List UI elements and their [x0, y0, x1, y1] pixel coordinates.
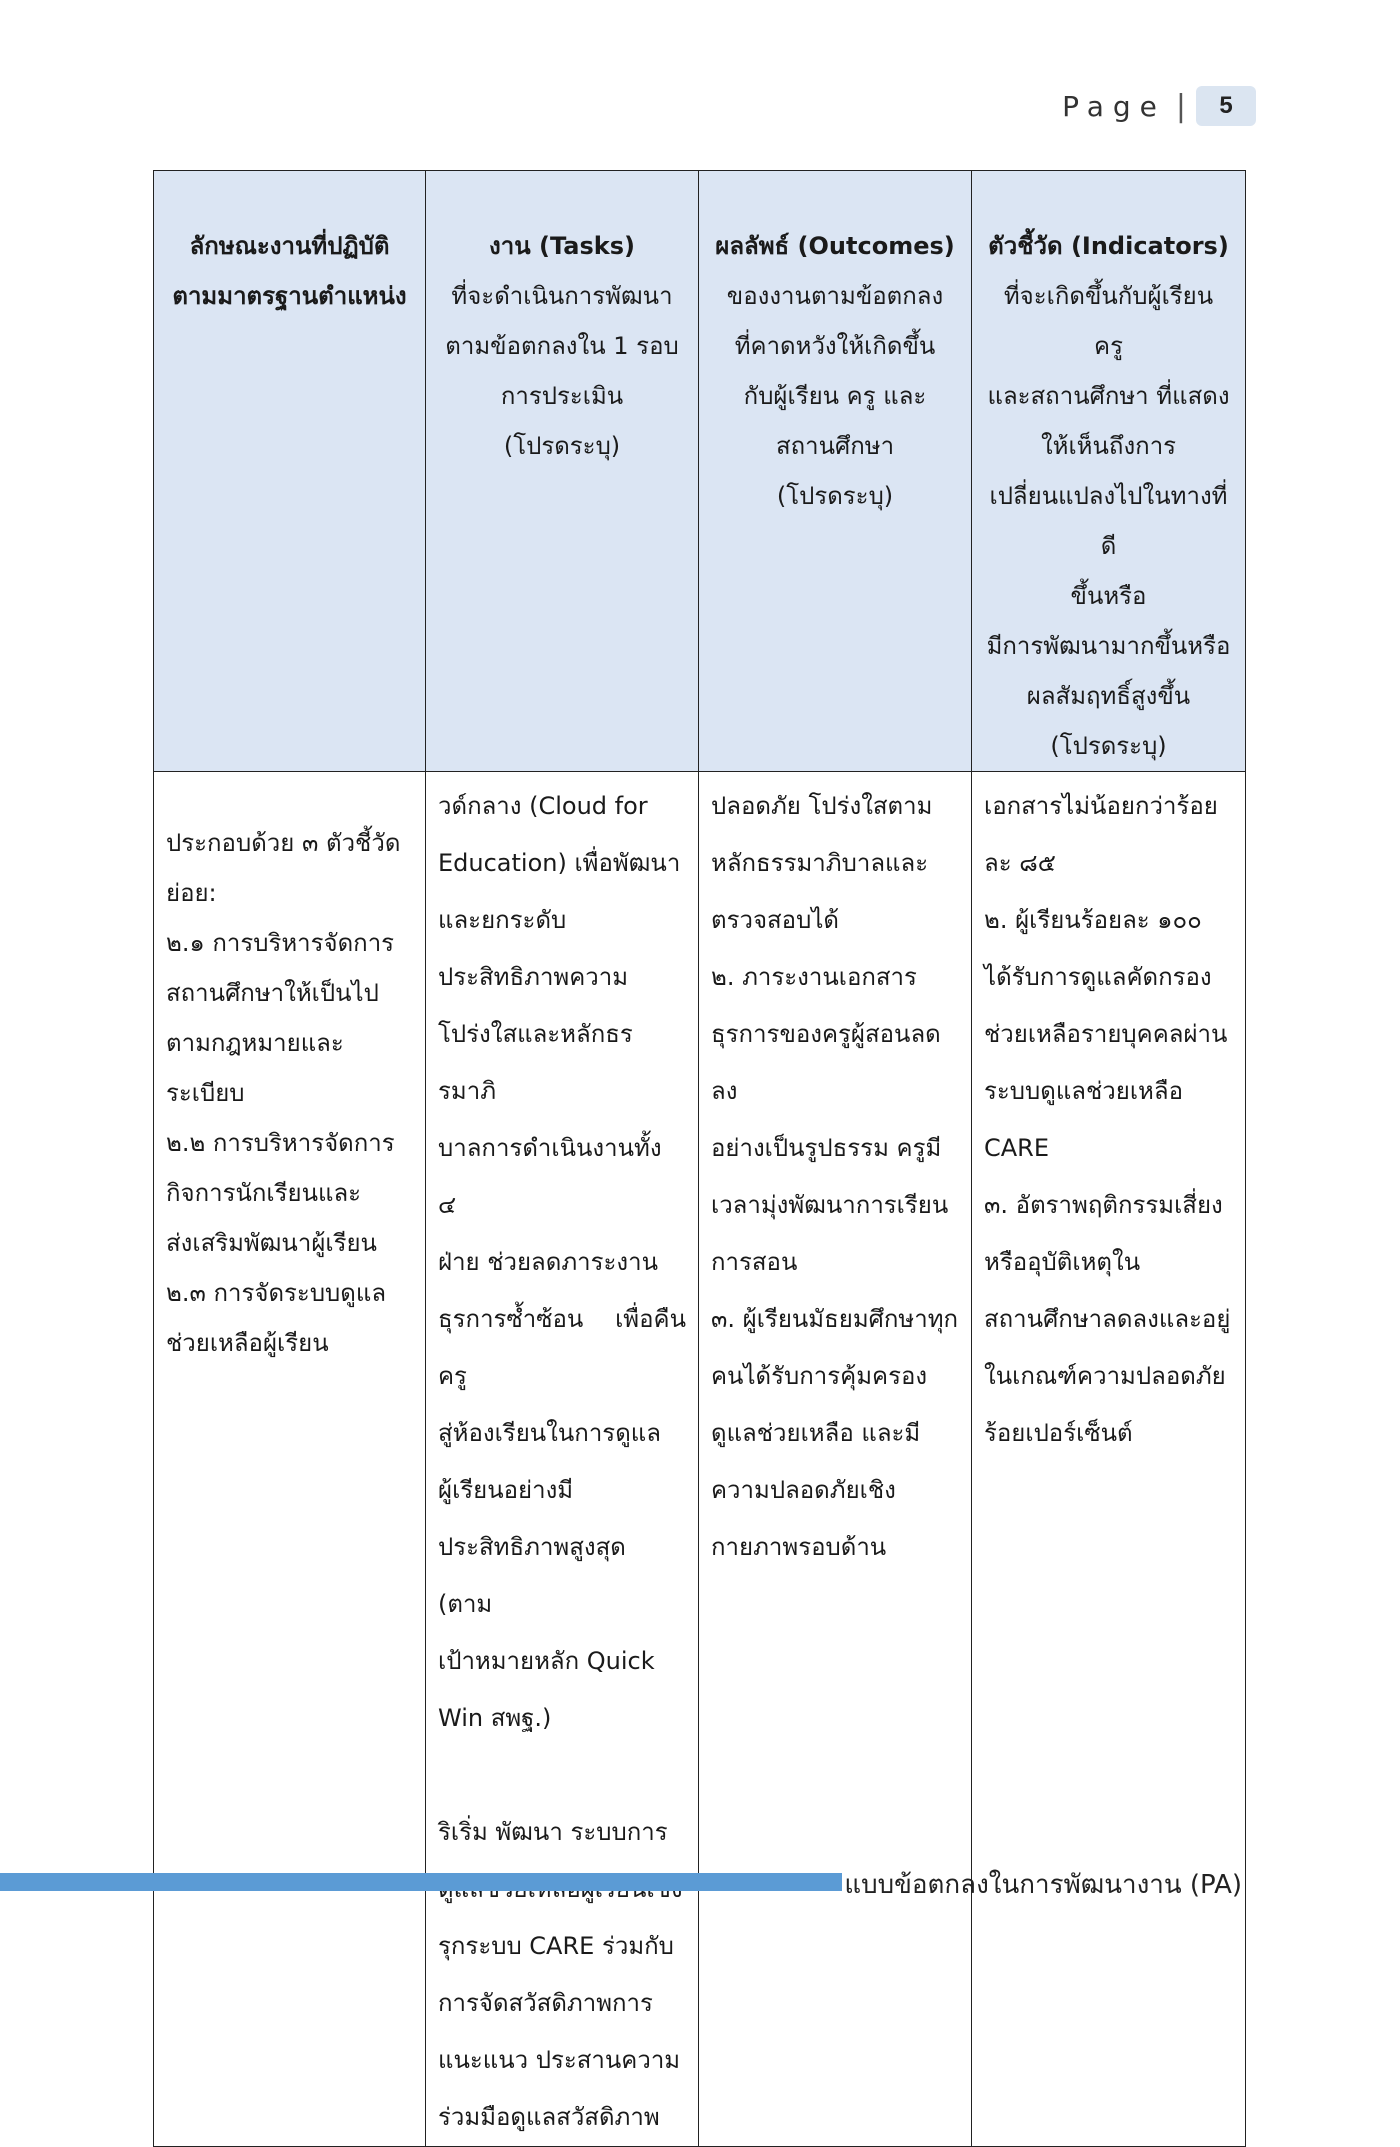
header-line: มีการพัฒนามากขึ้นหรือ [986, 632, 1231, 660]
header-line: ตามข้อตกลงใน 1 รอบ [445, 332, 679, 360]
cell-line: สู่ห้องเรียนในการดูแล [438, 1419, 661, 1447]
cell-line: อย่างเป็นรูปธรรม ครูมี [711, 1134, 942, 1162]
header-line: ลักษณะงานที่ปฏิบัติ [189, 232, 390, 260]
cell-duty-characteristics [154, 772, 426, 2147]
header-line: (โปรดระบุ) [503, 432, 621, 460]
header-title: งาน (Tasks) [489, 232, 635, 260]
cell-line: คนได้รับการคุ้มครอง [711, 1362, 928, 1390]
paragraph-gap [438, 1747, 686, 1804]
cell-line: ผู้เรียนอย่างมี [438, 1476, 574, 1504]
cell-line: เอกสารไม่น้อยกว่าร้อย [984, 792, 1218, 820]
cell-line: การสอน [711, 1248, 798, 1276]
cell-line: ปลอดภัย โปร่งใสตาม [711, 792, 933, 820]
cell-line: ธุรการซ้ำซ้อน เพื่อคืนครู [438, 1305, 686, 1390]
cell-line: และยกระดับ [438, 906, 567, 934]
cell-line: ดูแลช่วยเหลือ และมี [711, 1419, 921, 1447]
cell-line: ในเกณฑ์ความปลอดภัย [984, 1362, 1226, 1390]
cell-line: ตามกฎหมายและ [166, 1029, 344, 1057]
cell-line: ธุรการของครูผู้สอนลดลง [711, 1020, 941, 1105]
cell-line: ได้รับการดูแลคัดกรอง [984, 963, 1212, 991]
cell-line: ช่วยเหลือรายบุคคลผ่าน [984, 1020, 1228, 1048]
header-outcomes [699, 171, 972, 772]
header-line: การประเมิน [500, 382, 624, 410]
header-line: ตามมาตรฐานตำแหน่ง [172, 282, 407, 310]
cell-line: ระเบียบ [166, 1079, 245, 1107]
cell-line: กายภาพรอบด้าน [711, 1533, 887, 1561]
cell-line: ร้อยเปอร์เซ็นต์ [984, 1419, 1133, 1447]
page-number: 5 [1196, 86, 1256, 126]
header-line: กับผู้เรียน ครู และ [743, 382, 927, 410]
cell-line: ๓. อัตราพฤติกรรมเสี่ยง [984, 1191, 1223, 1219]
cell-line: สถานศึกษาลดลงและอยู่ [984, 1305, 1231, 1333]
header-line: ขึ้นหรือ [1070, 582, 1147, 610]
cell-line: สถานศึกษาให้เป็นไป [166, 979, 379, 1007]
cell-line: ๒. ผู้เรียนร้อยละ ๑๐๐ [984, 906, 1202, 934]
cell-line: ความปลอดภัยเชิง [711, 1476, 896, 1504]
cell-line: ฝ่าย ช่วยลดภาระงาน [438, 1248, 659, 1276]
cell-line: บาลการดำเนินงานทั้ง ๔ [438, 1134, 662, 1219]
cell-line: หลักธรรมาภิบาลและ [711, 849, 929, 877]
table-header-row [154, 171, 1246, 772]
cell-line: เวลามุ่งพัฒนาการเรียน [711, 1191, 949, 1219]
header-line: ให้เห็นถึงการ [1040, 432, 1177, 460]
header-line: (โปรดระบุ) [1050, 732, 1167, 760]
header-title: ตัวชี้วัด (Indicators) [988, 232, 1229, 260]
cell-line: การจัดสวัสดิภาพการ [438, 1989, 653, 2017]
header-line: เปลี่ยนแปลงไปในทางที่ดี [989, 482, 1228, 560]
cell-line: รุกระบบ CARE ร่วมกับ [438, 1932, 674, 1960]
cell-line: แนะแนว ประสานความ [438, 2046, 681, 2074]
page-separator: | [1175, 88, 1186, 124]
cell-line: ตรวจสอบได้ [711, 906, 839, 934]
cell-line: เป้าหมายหลัก Quick [438, 1647, 655, 1675]
cell-indicators [972, 772, 1246, 2147]
cell-line: CARE [984, 1134, 1050, 1162]
header-line: ที่คาดหวังให้เกิดขึ้น [734, 332, 936, 360]
page-indicator [1062, 86, 1256, 126]
cell-line: ส่งเสริมพัฒนาผู้เรียน [166, 1229, 377, 1257]
cell-line: ๒. ภาระงานเอกสาร [711, 963, 917, 991]
cell-line: หรืออุบัติเหตุใน [984, 1248, 1141, 1276]
cell-line: ประสิทธิภาพสูงสุด (ตาม [438, 1533, 626, 1618]
cell-line: โปร่งใสและหลักธรรมาภิ [438, 1020, 633, 1105]
cell-line: ๓. ผู้เรียนมัธยมศึกษาทุก [711, 1305, 959, 1333]
cell-line: ๒.๓ การจัดระบบดูแล [166, 1279, 387, 1307]
header-title: ผลลัพธ์ (Outcomes) [715, 232, 955, 260]
header-line: ผลสัมฤทธิ์สูงขึ้น [1026, 682, 1191, 710]
cell-line: ระบบดูแลช่วยเหลือ [984, 1077, 1183, 1105]
cell-outcomes [699, 772, 972, 2147]
header-line: ที่จะเกิดขึ้นกับผู้เรียน ครู [1003, 282, 1214, 360]
cell-line: Win สพฐ.) [438, 1704, 552, 1732]
header-line: ที่จะดำเนินการพัฒนา [451, 282, 673, 310]
cell-line: ละ ๘๕ [984, 849, 1056, 877]
cell-tasks [426, 772, 699, 2147]
cell-line: ริเริ่ม พัฒนา ระบบการ [438, 1818, 668, 1846]
footer-document-title: แบบข้อตกลงในการพัฒนางาน (PA) [844, 1870, 1242, 1900]
cell-line: ประกอบด้วย ๓ ตัวชี้วัด [166, 829, 401, 857]
header-tasks [426, 171, 699, 772]
header-line: (โปรดระบุ) [776, 482, 894, 510]
cell-line: ร่วมมือดูแลสวัสดิภาพ [438, 2103, 660, 2131]
table-row [154, 772, 1246, 2147]
header-indicators [972, 171, 1246, 772]
footer-accent-bar [0, 1873, 842, 1891]
header-line: สถานศึกษา [775, 432, 895, 460]
cell-line: ๒.๑ การบริหารจัดการ [166, 929, 395, 957]
cell-line: ช่วยเหลือผู้เรียน [166, 1329, 329, 1357]
cell-line: ๒.๒ การบริหารจัดการ [166, 1129, 395, 1157]
cell-line: กิจการนักเรียนและ [166, 1179, 362, 1207]
header-line: ของงานตามข้อตกลง [726, 282, 944, 310]
cell-line: Education) เพื่อพัฒนา [438, 849, 681, 877]
pa-agreement-table [153, 170, 1246, 2147]
header-line: และสถานศึกษา ที่แสดง [987, 382, 1230, 410]
cell-line: ย่อย: [166, 879, 217, 907]
cell-line: วด์กลาง (Cloud for [438, 792, 648, 820]
page-label: Page [1062, 89, 1166, 123]
cell-line: ประสิทธิภาพความ [438, 963, 629, 991]
header-duty-characteristics [154, 171, 426, 772]
